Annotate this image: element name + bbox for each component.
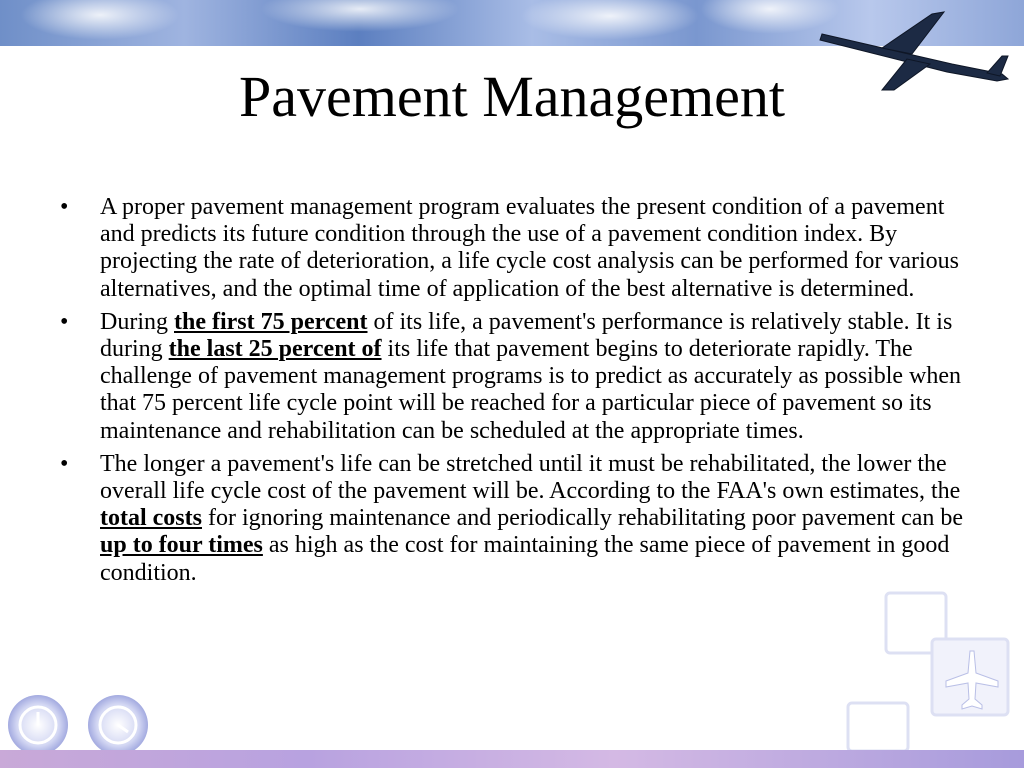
bullet-marker: • xyxy=(60,194,69,220)
bullet-text: During xyxy=(100,308,174,335)
emphasis-text: total costs xyxy=(100,505,202,532)
bullet-list xyxy=(56,194,971,593)
airplane-icon xyxy=(840,585,1024,755)
bullet-marker: • xyxy=(60,308,69,335)
slide-title: Pavement Management xyxy=(239,64,785,129)
bullet-text: of its life, a pavement's performance is relatively stable. It is during xyxy=(100,308,953,363)
bullet-item xyxy=(56,194,971,303)
bullet-text: its life that pavement begins to deteriorate rapidly. The challenge of pavement management programs is to predict as accurately as possible when that 75 percent life cycle point will be reached for a particular piece of pavement so its maintenance and rehabilitation can be scheduled at the appropriate times. xyxy=(100,336,962,444)
footer-band xyxy=(0,750,1024,768)
bullet-item xyxy=(56,309,971,445)
bullet-item xyxy=(56,451,971,587)
bullet-text: A proper pavement management program evaluates the present condition of a pavement and predicts its future condition through the use of a pavement condition index. By projecting the rate of deterioration, a life cycle cost analysis can be performed for various alternatives, and the optimal time of application of the best alternative is determined. xyxy=(100,194,959,302)
emphasis-text: the first 75 percent xyxy=(174,308,368,335)
bullet-marker: • xyxy=(60,450,69,477)
bullet-text: for ignoring maintenance and periodically rehabilitating poor pavement can be xyxy=(201,505,964,532)
emphasis-text: up to four times xyxy=(100,532,263,559)
emphasis-text: the last 25 percent of xyxy=(168,336,382,363)
bullet-text: as high as the cost for maintaining the same piece of pavement in good condition. xyxy=(100,532,950,586)
bullet-text: The longer a pavement's life can be stretched until it must be rehabilitated, the lower the overall life cycle cost of the pavement will be. According to the FAA's own estimates, the xyxy=(100,450,961,505)
